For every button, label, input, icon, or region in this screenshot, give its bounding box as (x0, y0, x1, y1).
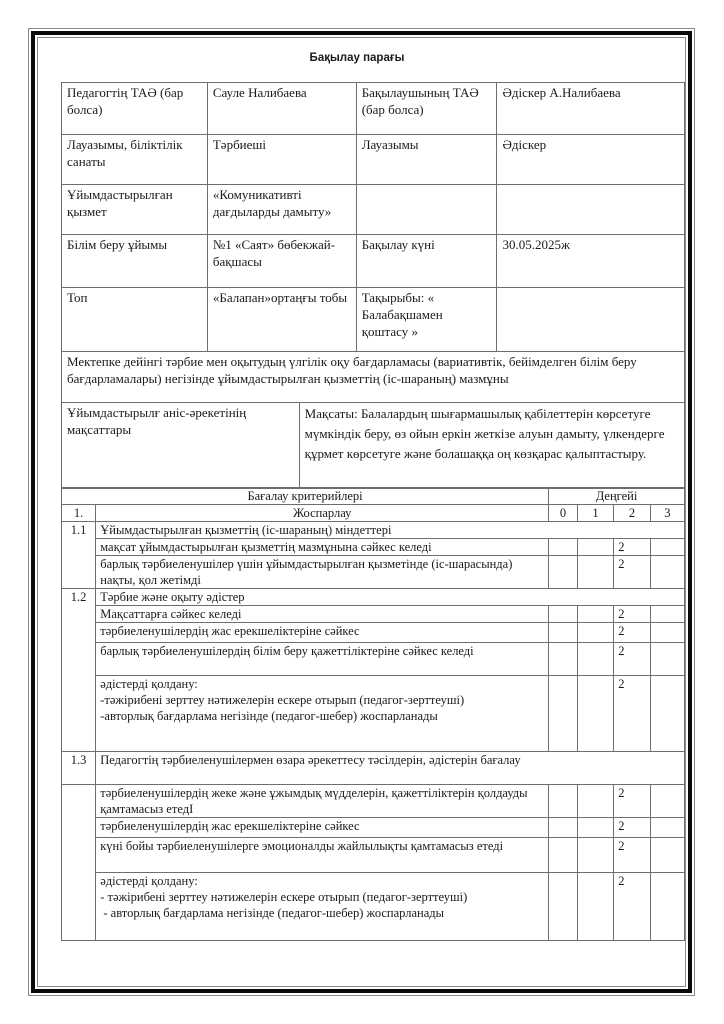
level-cell-2: 2 (614, 838, 650, 873)
level-cell-1 (577, 539, 613, 556)
section-row (62, 505, 685, 522)
level-cell-3 (650, 873, 684, 941)
section-number: 1. (62, 505, 96, 522)
subsection-row (62, 522, 685, 539)
info-value: «Балапан»ортаңғы тобы (207, 288, 356, 352)
criterion-text: тәрбиеленушілердің жас ерекшеліктеріне сәйкес (96, 818, 549, 838)
document-title-text: Бақылау парағы (309, 52, 405, 64)
level-cell-2: 2 (614, 643, 650, 676)
criterion-row (62, 643, 685, 676)
level-cell-1 (577, 785, 613, 818)
info-row (62, 135, 685, 185)
info-table (61, 82, 685, 403)
level-cell-0 (549, 785, 578, 818)
level-cell-2: 2 (614, 623, 650, 643)
goal-value: Мақсаты: Балалардың шығармашылық қабілеттерін көрсетуге мүмкіндік беру, өз ойын еркін жеткізе алуын дамыту, үлкендерге құрмет көрсетуге және болашаққа оң көзқарас қалыптастыру. (299, 403, 684, 489)
level-cell-0 (549, 643, 578, 676)
subsection-number: 1.1 (62, 522, 96, 589)
criterion-text: барлық тәрбиеленушілер үшін ұйымдастырылған қызметінде (іс-шарасында) нақты, қол жетімді (96, 556, 549, 589)
info-label: Бақылау күні (356, 235, 497, 288)
level-cell-2: 2 (614, 606, 650, 623)
info-value: №1 «Саят» бөбекжай-бақшасы (207, 235, 356, 288)
document-title (0, 52, 724, 64)
info-label: Топ (62, 288, 208, 352)
program-content-row (62, 352, 685, 403)
criterion-text (96, 676, 549, 752)
subsection-title: Педагогтің тәрбиеленушілермен өзара әрекеттесу тәсілдерін, әдістерін бағалау (96, 752, 685, 785)
level-cell-3 (650, 785, 684, 818)
criterion-row (62, 838, 685, 873)
info-label: Ұйымдастырылған қызмет (62, 185, 208, 235)
info-value: Әдіскер А.Налибаева (497, 83, 685, 135)
info-value: Сауле Налибаева (207, 83, 356, 135)
info-label: Бақылаушының ТАӘ (бар болса) (356, 83, 497, 135)
level-cell-2: 2 (614, 785, 650, 818)
info-row (62, 235, 685, 288)
info-row (62, 185, 685, 235)
level-cell-0 (549, 838, 578, 873)
info-value: «Комуникативті дағдыларды дамыту» (207, 185, 356, 235)
level-cell-2: 2 (614, 539, 650, 556)
level-cell-1 (577, 873, 613, 941)
subsection-number: 1.3 (62, 752, 96, 785)
info-value (497, 185, 685, 235)
level-2: 2 (614, 505, 650, 522)
criterion-line: -тәжірибені зерттеу нәтижелерін ескере отырып (педагог-зерттеуші) (100, 693, 465, 707)
info-value: Әдіскер (497, 135, 685, 185)
level-cell-2: 2 (614, 873, 650, 941)
level-cell-2: 2 (614, 818, 650, 838)
info-label: Лауазымы, біліктілік санаты (62, 135, 208, 185)
criterion-text: тәрбиеленушілердің жас ерекшеліктеріне сәйкес (96, 623, 549, 643)
info-value: 30.05.2025ж (497, 235, 685, 288)
subsection-title: Тәрбие және оқыту әдістер (96, 589, 685, 606)
subsection-number: 1.2 (62, 589, 96, 752)
level-0: 0 (549, 505, 578, 522)
subsection-row (62, 752, 685, 785)
level-3: 3 (650, 505, 684, 522)
level-1: 1 (577, 505, 613, 522)
info-label (356, 185, 497, 235)
subsection-spacer (62, 785, 96, 941)
criterion-row (62, 818, 685, 838)
level-cell-3 (650, 676, 684, 752)
goal-row (62, 403, 685, 489)
criterion-text: Мақсаттарға сәйкес келеді (96, 606, 549, 623)
subsection-title: Ұйымдастырылған қызметтің (іс-шараның) міндеттері (96, 522, 685, 539)
criterion-line: - тәжірибені зерттеу нәтижелерін ескере отырып (педагог-зерттеуші) (100, 890, 468, 904)
criterion-text: күні бойы тәрбиеленушілерге эмоционалды жайлылықты қамтамасыз етеді (96, 838, 549, 873)
level-cell-2: 2 (614, 556, 650, 589)
goal-table (61, 402, 685, 489)
level-cell-3 (650, 643, 684, 676)
info-label: Педагогтің ТАӘ (бар болса) (62, 83, 208, 135)
criterion-row (62, 785, 685, 818)
level-cell-1 (577, 676, 613, 752)
level-cell-1 (577, 556, 613, 589)
level-cell-3 (650, 838, 684, 873)
level-cell-2: 2 (614, 676, 650, 752)
subsection-row (62, 589, 685, 606)
level-cell-3 (650, 818, 684, 838)
criterion-text: мақсат ұйымдастырылған қызметтің мазмұнына сәйкес келеді (96, 539, 549, 556)
criterion-text: тәрбиеленушілердің жеке және ұжымдық мүдделерін, қажеттіліктерін қолдауды қамтамасыз етедІ (96, 785, 549, 818)
criterion-text: барлық тәрбиеленушілердің білім беру қажеттіліктеріне сәйкес келеді (96, 643, 549, 676)
level-cell-0 (549, 539, 578, 556)
goal-label: Ұйымдастырылғ аніс-әрекетінің мақсаттары (62, 403, 300, 489)
level-cell-1 (577, 606, 613, 623)
criterion-line: әдістерді қолдану: (100, 874, 198, 888)
info-value (497, 288, 685, 352)
criterion-line: әдістерді қолдану: (100, 677, 198, 691)
criteria-table (61, 487, 685, 941)
program-content: Мектепке дейінгі тәрбие мен оқытудың үлгілік оқу бағдарламасы (вариативтік, бейімделген білім беру бағдарламалары) негізінде ұйымдастырылған қызметтің (іс-шараның) мазмұны (62, 352, 685, 403)
level-cell-1 (577, 623, 613, 643)
section-title: Жоспарлау (96, 505, 549, 522)
criterion-row (62, 873, 685, 941)
level-cell-1 (577, 818, 613, 838)
criterion-row (62, 676, 685, 752)
info-row (62, 288, 685, 352)
level-header: Деңгейі (549, 488, 685, 505)
level-cell-0 (549, 606, 578, 623)
criterion-row (62, 623, 685, 643)
criterion-row (62, 556, 685, 589)
level-cell-3 (650, 539, 684, 556)
level-cell-3 (650, 606, 684, 623)
info-value: Тәрбиеші (207, 135, 356, 185)
level-cell-1 (577, 643, 613, 676)
level-cell-0 (549, 556, 578, 589)
level-cell-3 (650, 623, 684, 643)
info-label: Тақырыбы: « Балабақшамен қоштасу » (356, 288, 497, 352)
level-cell-0 (549, 676, 578, 752)
level-cell-1 (577, 838, 613, 873)
info-label: Білім беру ұйымы (62, 235, 208, 288)
info-label: Лауазымы (356, 135, 497, 185)
criterion-line: -авторлық бағдарлама негізінде (педагог-шебер) жоспарланады (100, 709, 438, 723)
criterion-row (62, 539, 685, 556)
criterion-row (62, 606, 685, 623)
criteria-header: Бағалау критерийлері (62, 488, 549, 505)
level-cell-3 (650, 556, 684, 589)
level-cell-0 (549, 873, 578, 941)
criteria-header-row (62, 488, 685, 505)
criterion-text (96, 873, 549, 941)
level-cell-0 (549, 623, 578, 643)
info-row (62, 83, 685, 135)
level-cell-0 (549, 818, 578, 838)
criterion-line: - авторлық бағдарлама негізінде (педагог-шебер) жоспарланады (100, 906, 445, 920)
